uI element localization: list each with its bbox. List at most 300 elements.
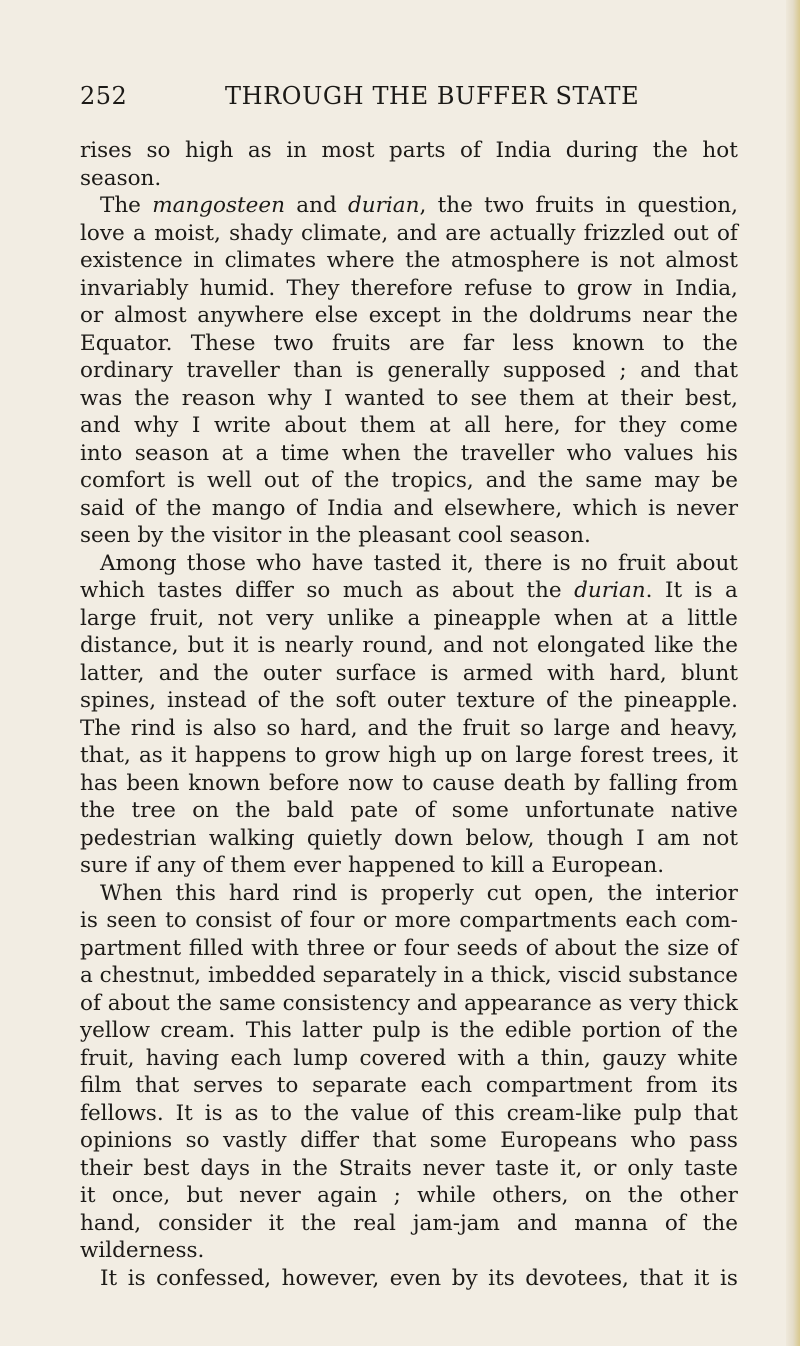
word: with [251,935,300,961]
word: unlike [326,605,395,631]
word: not [492,633,528,658]
word: of [421,1100,443,1126]
word: kill [490,853,525,878]
word: question, [637,193,738,218]
word: other [679,1183,738,1208]
word: of [664,1210,686,1236]
word: four [309,908,355,933]
word: however, [281,1265,380,1291]
word: write [213,413,271,438]
text-line [80,467,738,495]
word: in [605,193,627,218]
word: before [269,770,340,796]
word: hard [228,880,280,906]
page-number: 252 [80,82,128,110]
word: and [296,193,337,218]
word: up [444,743,473,768]
word: large [553,715,611,741]
word: so [185,1128,210,1153]
word: so [146,138,171,163]
word: armed [462,660,533,686]
word: who [630,1128,676,1153]
text-line [80,1072,738,1100]
word: parts [388,138,446,163]
word: refuse [464,275,533,301]
text-line [80,632,738,660]
word: tastes [157,578,223,603]
word: fruit, [80,1045,135,1071]
word: all [464,413,491,438]
word: fruit [618,550,666,576]
word: pulp [633,1100,682,1126]
word: in [443,963,464,988]
word: is [647,495,666,521]
text-line [80,907,738,935]
word: separate [312,1073,407,1098]
page-edge-shadow [786,0,800,1346]
word: each [420,1073,473,1098]
word: thin, [540,1045,591,1071]
word: covered [359,1045,447,1071]
word: there [484,550,543,576]
word: in [643,275,665,301]
word: rises [80,138,132,163]
word: seeds [456,935,518,961]
word: why [133,413,179,438]
word: said [80,495,125,521]
word: Europeans [500,1128,618,1153]
text-line [80,825,738,853]
word: supposed [502,358,606,383]
word: edible [504,1018,572,1043]
word: the [417,715,453,741]
word: this [175,880,216,906]
word: the [702,1210,738,1236]
text-line [80,1210,738,1238]
word: I [323,385,333,411]
word: of [460,138,481,163]
word: the [170,523,206,548]
word: by [574,770,600,796]
word: and [640,358,681,383]
word: spines, [80,688,157,713]
word: at [586,385,609,411]
word: hand, [80,1210,142,1236]
word: grow [576,275,633,301]
word: serves [193,1073,264,1098]
word: about [675,550,738,576]
word: latter [302,1018,363,1043]
text-line [80,495,738,523]
word: traveller [460,440,555,466]
word: traveller [186,358,280,383]
word: differ [300,1128,359,1153]
word: has [80,770,118,796]
word: about [284,413,347,438]
body-text [80,137,738,1292]
word: the [459,1018,495,1043]
word: it [268,1210,285,1236]
word: that [135,1073,180,1098]
word: their [80,1155,133,1181]
word: trees, [652,743,715,768]
word: wilderness. [80,1238,205,1263]
word: if [134,853,150,878]
word: grow [324,743,380,768]
word: imbedded [207,963,316,988]
word: again [317,1183,378,1208]
word: manna [574,1210,648,1236]
word: very [266,605,314,631]
word: so [519,715,544,741]
word: during [565,138,639,163]
word: to [165,908,187,933]
word: instead [167,688,247,713]
word: a [531,853,545,878]
word: is [257,633,276,658]
word: by [451,1265,478,1291]
word: the [526,578,562,603]
word: differ [234,578,294,603]
word: a [80,963,93,988]
word: who [566,440,612,466]
word: may [654,468,700,493]
word: hot [702,138,738,163]
word: appearance [464,990,592,1016]
word: unfortunate [525,798,655,823]
word: the [213,660,249,686]
word: to [276,1073,299,1098]
word: the [344,468,380,493]
word: else [314,303,359,328]
text-line [80,687,738,715]
word: consist [195,908,272,933]
word: two [273,330,314,356]
word: rind [130,715,176,741]
word: they [618,413,667,438]
word: seen [80,523,131,548]
word: mango [211,495,286,521]
word: a [133,220,146,246]
text-line [80,1155,738,1183]
word: cut [486,880,522,906]
word: of [414,798,436,823]
word: the [702,633,738,658]
word: love [80,220,125,246]
word: and [367,715,408,741]
word: consistency [282,990,410,1016]
word: a [470,963,484,988]
word: or [80,303,104,328]
word: fruits [535,193,595,218]
word: of [671,1018,693,1043]
word: as [138,743,163,768]
word: the [437,193,473,218]
word: to [462,853,484,878]
word: forest [580,743,644,768]
word: reason [181,385,256,411]
word: which [80,578,146,603]
word: or [362,908,387,933]
word: where [326,248,395,273]
word: the [80,798,116,823]
word: near [642,303,693,328]
word: them [359,413,416,438]
word: and [442,633,484,658]
word: pass [689,1128,738,1153]
word: of [295,495,317,521]
word: to [543,275,566,301]
word: values [624,440,694,466]
word: of [134,495,156,521]
word: and [396,220,437,246]
word: it [722,743,738,768]
word: doldrums [528,303,632,328]
word: fruit [462,715,511,741]
word: the [303,1100,340,1126]
word: why [267,385,312,411]
word: below, [465,825,535,851]
word: devotees, [525,1265,629,1291]
word: though [546,825,624,851]
word: high [184,138,234,163]
word: as [598,990,623,1016]
word: substance [628,963,738,988]
word: here, [504,413,561,438]
word: seen [106,908,157,933]
text-line [80,412,738,440]
word: the [166,495,202,521]
word: the [405,248,441,273]
word: viscid [558,963,622,988]
word: properly [381,880,474,906]
word: are [408,330,445,356]
word: confessed, [156,1265,272,1291]
text-line [80,880,738,908]
text-line [80,247,738,275]
word: the [289,688,325,713]
word: days [200,1155,251,1181]
word: durian, [348,193,427,218]
word: while [417,1183,476,1208]
word: gauzy [602,1045,667,1071]
word: them [230,853,287,878]
word: into [80,440,123,466]
word: to [270,1100,292,1126]
word: almost [113,303,187,328]
text-line [80,522,738,550]
word: comfort [80,468,166,493]
word: anywhere [197,303,305,328]
word: the [316,523,352,548]
word: from [686,770,738,796]
word: bald [286,798,335,823]
word: existence [80,248,183,273]
word: of [257,688,279,713]
word: compartment [485,1073,633,1098]
word: white [677,1045,738,1071]
word: the [652,138,688,163]
word: of [546,688,567,713]
word: and [393,495,434,521]
text-line [80,1017,738,1045]
word: is [80,908,98,933]
text-line [80,605,738,633]
word: ordinary [80,358,173,383]
word: hard, [609,660,667,686]
word: that [693,1100,738,1126]
word: as [415,578,440,603]
word: visitor [212,523,282,548]
word: distance, [80,633,179,658]
word: compartments [459,908,617,933]
word: little [687,605,738,631]
word: than [293,358,343,383]
word: surface [335,660,417,686]
word: two [484,193,525,218]
word: in [451,303,473,328]
word: the [482,303,519,328]
word: generally [387,358,490,383]
word: them [519,385,575,411]
word: ; [619,358,627,383]
word: opinions [80,1128,173,1153]
word: is [355,358,374,383]
word: only [627,1155,674,1181]
word: partment [80,935,182,961]
text-line [80,577,738,605]
word: the [134,385,170,411]
word: European. [551,853,665,878]
word: native [670,798,738,823]
text-line [80,137,738,165]
word: it [171,743,187,768]
word: be [711,468,738,493]
word: of [80,990,101,1016]
word: for [574,413,606,438]
word: those [186,550,246,576]
text-line [80,770,738,798]
word: is [177,468,196,493]
word: consider [158,1210,252,1236]
word: come [679,413,738,438]
text-line [80,660,738,688]
word: is [204,1100,223,1126]
word: open, [534,880,595,906]
word: I [636,825,645,851]
word: in [260,1155,282,1181]
word: when [554,605,613,631]
word: am [656,825,691,851]
word: known [188,770,261,796]
word: that [372,1128,417,1153]
word: it [232,633,249,658]
word: the [702,303,738,328]
word: season. [509,523,591,548]
word: The [80,715,121,741]
word: its [711,1073,738,1098]
word: is [185,715,204,741]
word: not [619,248,655,273]
word: others, [492,1183,569,1208]
word: outer [386,688,446,713]
word: high [388,743,437,768]
word: Straits [338,1155,412,1181]
word: is [430,660,449,686]
word: It [100,1265,118,1291]
word: filled [188,935,244,961]
word: heavy, [670,715,738,741]
word: have [311,550,364,576]
word: vastly [222,1128,287,1153]
text-line [80,715,738,743]
word: four [403,935,449,961]
word: known [572,330,645,356]
word: at [221,440,244,466]
word: same [585,468,643,493]
word: tasted [373,550,442,576]
word: interior [655,880,738,906]
text-line [80,302,738,330]
word: of [280,908,301,933]
word: jam-jam [412,1210,500,1236]
word: death [503,770,566,796]
word: its [488,1265,515,1291]
word: also [212,715,257,741]
text-line [80,1237,738,1265]
word: is [350,880,369,906]
word: texture [456,688,536,713]
word: The [100,193,141,218]
word: as [247,138,272,163]
word: taste [684,1155,738,1181]
word: in [286,138,307,163]
word: round, [362,633,434,658]
word: walking [208,825,295,851]
text-line [80,962,738,990]
text-line [80,440,738,468]
word: and [516,1210,558,1236]
word: his [706,440,738,466]
word: is [694,578,713,603]
word: is [552,550,571,576]
word: fruit, [149,605,205,631]
word: cream-like [506,1100,622,1126]
word: tropics, [391,468,474,493]
word: out [263,468,300,493]
word: their [620,385,673,411]
word: therefore [350,275,453,301]
word: size [667,935,710,961]
word: and [80,413,121,438]
word: out [673,220,709,246]
word: best [143,1155,190,1181]
word: India [495,138,552,163]
word: outer [262,660,322,686]
word: the [538,468,574,493]
word: quietly [306,825,382,851]
word: are [445,220,482,246]
word: latter, [80,660,145,686]
word: chestnut, [99,963,202,988]
word: any [156,853,196,878]
word: a [661,605,674,631]
word: a [725,578,738,603]
word: yellow [80,1018,150,1043]
text-line [80,1100,738,1128]
word: time [280,440,330,466]
word: the [627,1183,664,1208]
